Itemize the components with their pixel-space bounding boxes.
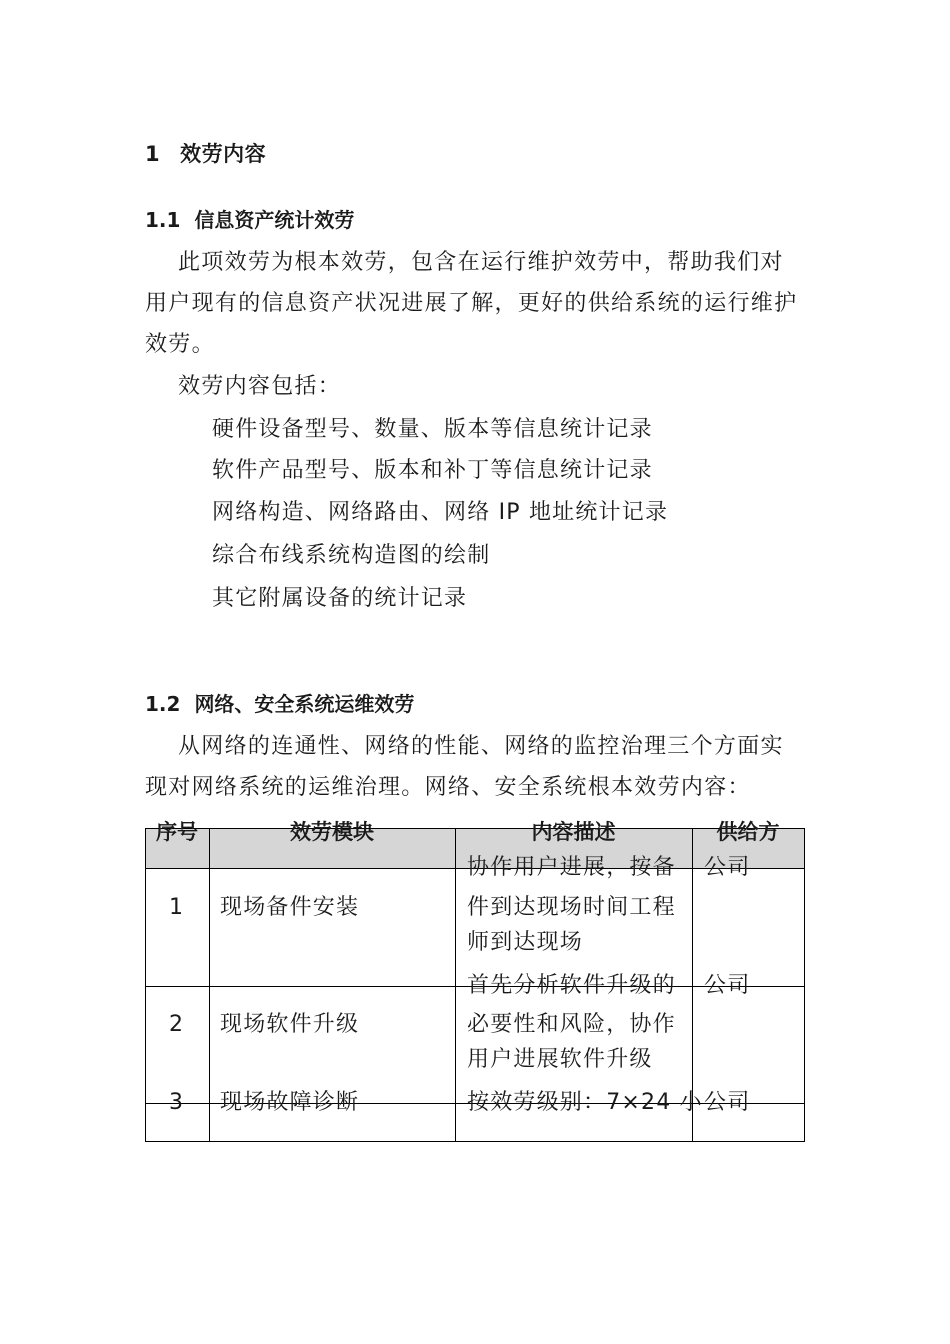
list-intro: 效劳内容包括： [178,374,342,399]
row-description-line: 首先分析软件升级的 [467,973,676,998]
list-item: 网络构造、网络路由、网络 IP 地址统计记录 [212,500,669,525]
table-rule [455,828,456,1142]
row-module: 现场软件升级 [220,1012,360,1037]
paragraph-line: 现对网络系统的运维治理。网络、安全系统根本效劳内容： [145,775,751,800]
service-table [145,820,805,1142]
paragraph-line: 此项效劳为根本效劳，包含在运行维护效劳中，帮助我们对 [178,250,784,275]
table-header-cell: 序号 [156,820,198,844]
paragraph-line: 从网络的连通性、网络的性能、网络的监控治理三个方面实 [178,734,784,759]
table-header-cell: 效劳模块 [290,820,374,844]
section-1-1-title: 信息资产统计效劳 [194,208,355,232]
row-number: 1 [169,895,185,920]
paragraph-line: 效劳。 [145,332,215,357]
row-provider: 公司 [704,855,751,880]
row-description-line: 协作用户进展，按备 [467,855,676,880]
section-1-title: 效劳内容 [180,142,267,166]
row-description-line: 用户进展软件升级 [467,1047,653,1072]
row-description-line: 师到达现场 [467,930,584,955]
section-1-1-number: 1.1 [145,208,181,232]
table-header-cell: 内容描述 [531,820,616,844]
paragraph-line: 用户现有的信息资产状况进展了解，更好的供给系统的运行维护 [145,291,798,316]
row-number: 2 [169,1012,185,1037]
section-1-2-heading [145,688,414,717]
table-rule [145,828,146,1142]
list-item: 软件产品型号、版本和补丁等信息统计记录 [212,458,653,483]
row-description-line: 必要性和风险，协作 [467,1012,676,1037]
row-number: 3 [169,1090,185,1115]
table-header-cell: 供给方 [716,820,780,844]
list-item: 综合布线系统构造图的绘制 [212,543,491,568]
row-description-line: 按效劳级别：7×24 小 [467,1090,703,1115]
table-rule [209,828,210,1142]
table-rule [804,828,805,1142]
row-description-line: 件到达现场时间工程 [467,895,676,920]
section-1-number: 1 [145,142,161,166]
section-1-2-number: 1.2 [145,692,181,716]
section-1-2-title: 网络、安全系统运维效劳 [194,692,415,716]
list-item: 其它附属设备的统计记录 [212,586,468,611]
row-module: 现场故障诊断 [220,1090,360,1115]
row-module: 现场备件安装 [220,895,360,920]
section-1-1-heading [145,204,354,233]
table-rule [145,1141,805,1142]
row-provider: 公司 [704,973,751,998]
row-provider: 公司 [704,1090,751,1115]
section-1-heading [145,138,266,168]
list-item: 硬件设备型号、数量、版本等信息统计记录 [212,417,653,442]
